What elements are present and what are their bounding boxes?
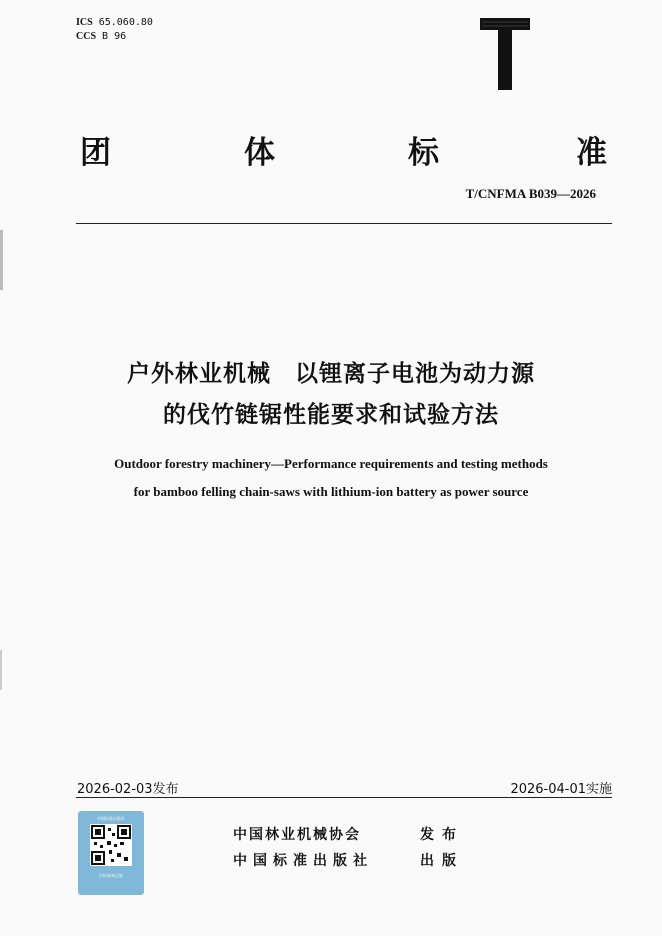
ccs-label: CCS [76, 31, 97, 42]
publisher-action: 发布 [420, 827, 464, 843]
printer-action: 出版 [420, 853, 464, 869]
scan-edge-mark [0, 650, 2, 690]
document-type [76, 127, 610, 171]
title-cn-line1: 户外林业机械 以锂离子电池为动力源 [127, 361, 535, 387]
ics-line [76, 16, 153, 30]
qr-label-bottom: 扫码查询正版 [99, 873, 123, 878]
scan-edge-mark [0, 230, 3, 290]
doc-type-char: 团 [80, 135, 111, 171]
ics-value: 65.060.80 [98, 17, 153, 28]
header-divider [76, 223, 612, 224]
standard-number: T/CNFMA B039—2026 [465, 186, 596, 201]
ics-label: ICS [76, 17, 93, 28]
qr-label-top: 中国标准出版社 [97, 816, 125, 821]
title-en-line1: Outdoor forestry machinery—Performance requirements and testing methods [114, 456, 548, 471]
footer-divider [76, 797, 612, 798]
doc-type-char: 标 [408, 135, 439, 171]
anti-counterfeit-label [78, 811, 144, 895]
doc-type-char: 体 [244, 135, 275, 171]
implement-date: 2026-04-01实施 [510, 782, 612, 797]
ccs-line [76, 30, 153, 44]
title-en-line2: for bamboo felling chain-saws with lithium-ion battery as power source [133, 484, 529, 499]
ccs-value: B 96 [102, 31, 127, 42]
standard-mark-t [476, 14, 534, 94]
publish-date: 2026-02-03发布 [77, 782, 179, 797]
doc-type-char: 准 [576, 135, 607, 171]
title-cn-line2: 的伐竹链锯性能要求和试验方法 [163, 402, 499, 428]
classification-codes [76, 16, 153, 44]
publisher-name: 中国林业机械协会 [233, 827, 361, 843]
printer-name: 中国标准出版社 [233, 853, 373, 869]
qr-code-icon [90, 824, 132, 866]
